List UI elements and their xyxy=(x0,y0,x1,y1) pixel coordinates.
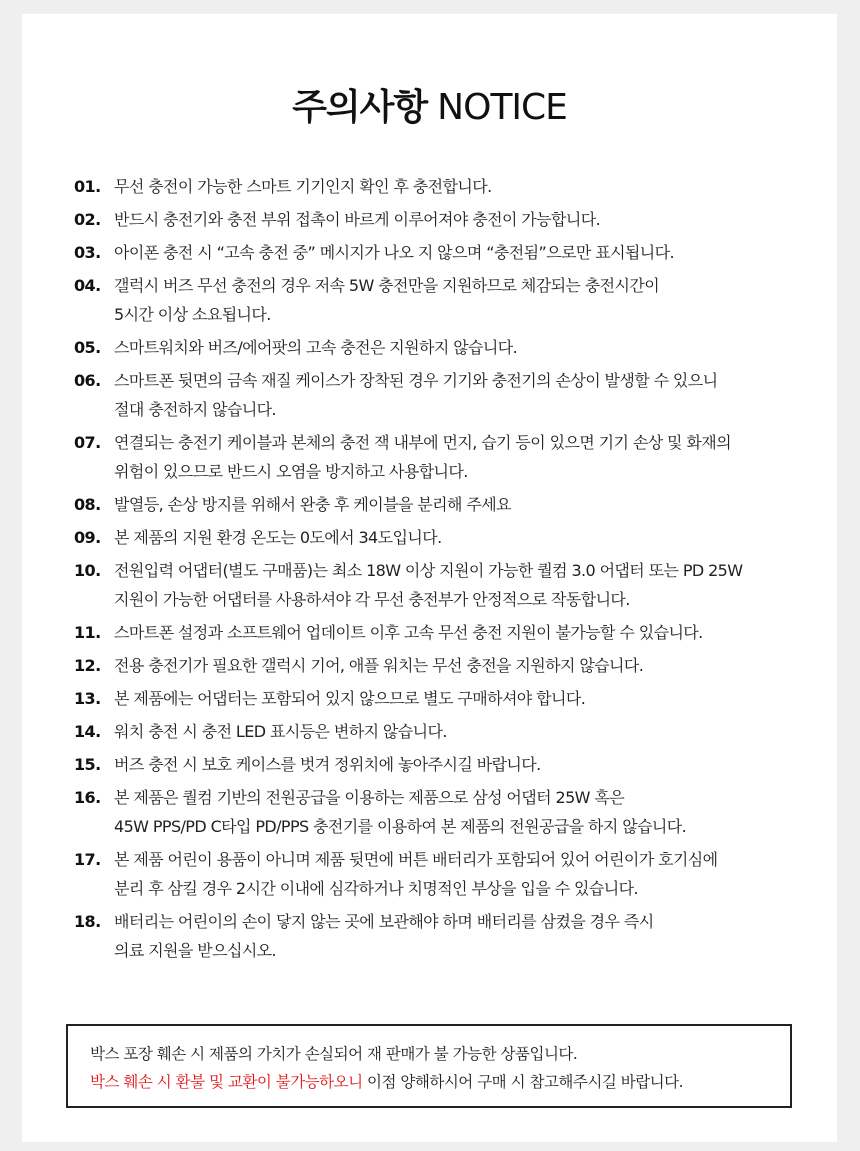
notice-text-continued: 의료 지원을 받으십시오. xyxy=(114,941,277,960)
notice-text: 무선 충전이 가능한 스마트 기기인지 확인 후 충전합니다. xyxy=(114,177,492,196)
refund-warning-red-text: 박스 훼손 시 환불 및 교환이 불가능하오니 xyxy=(90,1073,363,1091)
packaging-warning-line1: 박스 포장 훼손 시 제품의 가치가 손실되어 재 판매가 불 가능한 상품입니다. xyxy=(90,1045,578,1063)
notice-text: 반드시 충전기와 충전 부위 접촉이 바르게 이루어져야 충전이 가능합니다. xyxy=(114,210,601,229)
notice-text: 배터리는 어린이의 손이 닿지 않는 곳에 보관해야 하며 배터리를 삼켰을 경우 즉시 xyxy=(114,912,654,931)
notice-number: 07. xyxy=(74,433,101,452)
notice-item xyxy=(74,618,834,647)
notice-text-continued: 절대 충전하지 않습니다. xyxy=(114,400,277,419)
notice-item xyxy=(74,172,834,201)
notice-card xyxy=(22,14,837,1142)
notice-number: 10. xyxy=(74,561,101,580)
packaging-warning-box xyxy=(66,1024,792,1108)
packaging-warning-line2 xyxy=(90,1068,768,1096)
notice-number: 13. xyxy=(74,689,101,708)
notice-list xyxy=(74,172,834,969)
notice-text: 스마트폰 뒷면의 금속 재질 케이스가 장착된 경우 기기와 충전기의 손상이 발생할 수 있으니 xyxy=(114,371,718,390)
notice-text: 아이폰 충전 시 “고속 충전 중” 메시지가 나오 지 않으며 “충전됨”으로만 표시됩니다. xyxy=(114,243,674,262)
notice-item xyxy=(74,428,834,486)
notice-text: 본 제품에는 어댑터는 포함되어 있지 않으므로 별도 구매하셔야 합니다. xyxy=(114,689,586,708)
notice-item xyxy=(74,556,834,614)
notice-number: 14. xyxy=(74,722,101,741)
notice-item xyxy=(74,907,834,965)
notice-text: 본 제품의 지원 환경 온도는 0도에서 34도입니다. xyxy=(114,528,442,547)
notice-text: 전원입력 어댑터(별도 구매품)는 최소 18W 이상 지원이 가능한 퀄컴 3.0 어댑터 또는 PD 25W xyxy=(114,561,743,580)
notice-text-continued: 분리 후 삼킬 경우 2시간 이내에 심각하거나 치명적인 부상을 입을 수 있습니다. xyxy=(114,879,638,898)
notice-item xyxy=(74,490,834,519)
notice-number: 17. xyxy=(74,850,101,869)
notice-item xyxy=(74,717,834,746)
notice-number: 12. xyxy=(74,656,101,675)
notice-text: 갤럭시 버즈 무선 충전의 경우 저속 5W 충전만을 지원하므로 체감되는 충전시간이 xyxy=(114,276,660,295)
notice-item xyxy=(74,205,834,234)
page-title xyxy=(22,86,837,130)
notice-text: 워치 충전 시 충전 LED 표시등은 변하지 않습니다. xyxy=(114,722,447,741)
notice-text-continued: 지원이 가능한 어댑터를 사용하셔야 각 무선 충전부가 안정적으로 작동합니다. xyxy=(114,590,630,609)
notice-number: 16. xyxy=(74,788,101,807)
notice-item xyxy=(74,333,834,362)
notice-item xyxy=(74,238,834,267)
notice-number: 05. xyxy=(74,338,101,357)
notice-item xyxy=(74,750,834,779)
notice-text: 연결되는 충전기 케이블과 본체의 충전 잭 내부에 먼지, 습기 등이 있으면 기기 손상 및 화재의 xyxy=(114,433,731,452)
notice-text: 스마트워치와 버즈/에어팟의 고속 충전은 지원하지 않습니다. xyxy=(114,338,518,357)
notice-number: 01. xyxy=(74,177,101,196)
notice-text-continued: 위험이 있으므로 반드시 오염을 방지하고 사용합니다. xyxy=(114,462,468,481)
notice-text-continued: 5시간 이상 소요됩니다. xyxy=(114,305,271,324)
notice-number: 02. xyxy=(74,210,101,229)
notice-number: 15. xyxy=(74,755,101,774)
notice-number: 08. xyxy=(74,495,101,514)
notice-item xyxy=(74,523,834,552)
refund-warning-rest-text: 이점 양해하시어 구매 시 참고해주시길 바랍니다. xyxy=(362,1073,684,1091)
notice-number: 06. xyxy=(74,371,101,390)
notice-number: 09. xyxy=(74,528,101,547)
notice-number: 11. xyxy=(74,623,101,642)
notice-item xyxy=(74,684,834,713)
notice-text: 전용 충전기가 필요한 갤럭시 기어, 애플 워치는 무선 충전을 지원하지 않습니다. xyxy=(114,656,644,675)
notice-item xyxy=(74,783,834,841)
notice-text-continued: 45W PPS/PD C타입 PD/PPS 충전기를 이용하여 본 제품의 전원공급을 하지 않습니다. xyxy=(114,817,687,836)
notice-text: 발열등, 손상 방지를 위해서 완충 후 케이블을 분리해 주세요 xyxy=(114,495,511,514)
notice-item xyxy=(74,271,834,329)
notice-number: 04. xyxy=(74,276,101,295)
notice-item xyxy=(74,845,834,903)
title-korean: 주의사항 xyxy=(292,87,428,128)
notice-number: 03. xyxy=(74,243,101,262)
title-english: NOTICE xyxy=(437,87,567,128)
notice-item xyxy=(74,651,834,680)
notice-text: 스마트폰 설정과 소프트웨어 업데이트 이후 고속 무선 충전 지원이 불가능할 수 있습니다. xyxy=(114,623,703,642)
notice-item xyxy=(74,366,834,424)
notice-text: 버즈 충전 시 보호 케이스를 벗겨 정위치에 놓아주시길 바랍니다. xyxy=(114,755,541,774)
notice-number: 18. xyxy=(74,912,101,931)
notice-text: 본 제품 어린이 용품이 아니며 제품 뒷면에 버튼 배터리가 포함되어 있어 어린이가 호기심에 xyxy=(114,850,718,869)
notice-text: 본 제품은 퀄컴 기반의 전원공급을 이용하는 제품으로 삼성 어댑터 25W 혹은 xyxy=(114,788,625,807)
